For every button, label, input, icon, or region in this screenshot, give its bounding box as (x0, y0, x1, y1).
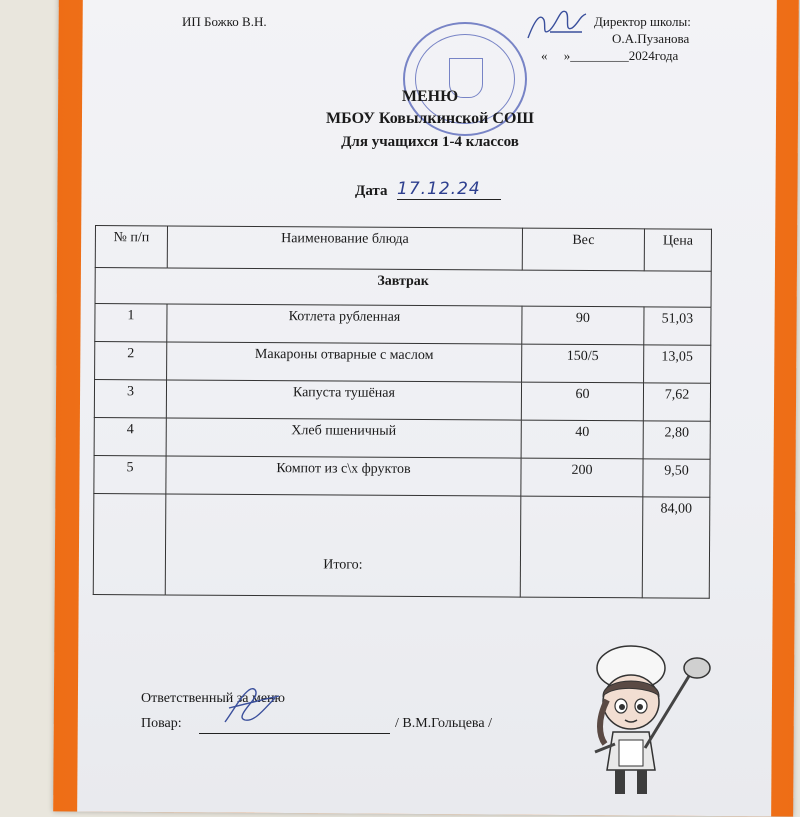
dish-name: Макароны отварные с маслом (167, 342, 522, 382)
approval-name: О.А.Пузанова (612, 31, 690, 46)
col-weight-header: Вес (522, 228, 644, 271)
dish-weight: 40 (521, 420, 643, 459)
dish-price: 2,80 (643, 421, 710, 459)
table-row (94, 380, 710, 422)
school-name: МБОУ Ковылкинской СОШ (326, 110, 534, 127)
total-label: Итого: (165, 494, 521, 597)
dish-weight: 60 (521, 382, 643, 421)
dish-weight: 150/5 (522, 344, 644, 383)
total-value: 84,00 (642, 497, 710, 598)
approval-date-line: « »_________2024года (541, 48, 679, 63)
table-row (94, 417, 710, 459)
cook-signature (215, 678, 285, 730)
dish-weight: 90 (522, 306, 644, 345)
section-row (95, 268, 711, 308)
total-row (93, 493, 710, 598)
row-number: 5 (94, 455, 166, 493)
dish-price: 9,50 (643, 459, 710, 497)
approval-title: Директор школы: (594, 14, 691, 29)
col-price-header: Цена (644, 229, 711, 271)
cook-name: / В.М.Гольцева / (395, 716, 492, 731)
row-number: 3 (94, 380, 166, 418)
dish-price: 7,62 (643, 383, 710, 421)
cook-label: Повар: (141, 716, 182, 731)
total-empty-cell (93, 493, 166, 594)
menu-title: МЕНЮ (401, 88, 459, 105)
chef-girl-mascot (585, 640, 715, 800)
signature-underline (199, 733, 390, 734)
dish-name: Котлета рубленная (167, 304, 522, 344)
table-row (95, 304, 711, 346)
dish-price: 13,05 (644, 345, 711, 383)
dish-name: Капуста тушёная (166, 380, 521, 420)
section-breakfast: Завтрак (95, 268, 711, 308)
row-number: 4 (94, 417, 166, 455)
menu-table (93, 225, 712, 599)
col-number-header: № п/п (95, 226, 167, 268)
dish-weight: 200 (521, 458, 643, 497)
dish-name: Хлеб пшеничный (166, 418, 521, 458)
date-value: 17.12.24 (397, 179, 481, 199)
row-number: 2 (95, 342, 167, 380)
dish-name: Компот из с\х фруктов (166, 456, 521, 496)
director-signature (520, 2, 590, 46)
date-underline (397, 199, 501, 200)
audience-line: Для учащихся 1-4 классов (341, 134, 519, 150)
date-label: Дата (355, 183, 388, 199)
responsible-label: Ответственный за меню (141, 691, 285, 706)
col-dish-header: Наименование блюда (167, 226, 522, 270)
table-row (94, 455, 710, 497)
row-number: 1 (95, 304, 167, 342)
table-header-row (95, 226, 711, 272)
owner-name: ИП Божко В.Н. (182, 14, 267, 29)
total-weight-cell (520, 496, 643, 598)
table-row (95, 342, 711, 384)
dish-price: 51,03 (644, 307, 711, 345)
